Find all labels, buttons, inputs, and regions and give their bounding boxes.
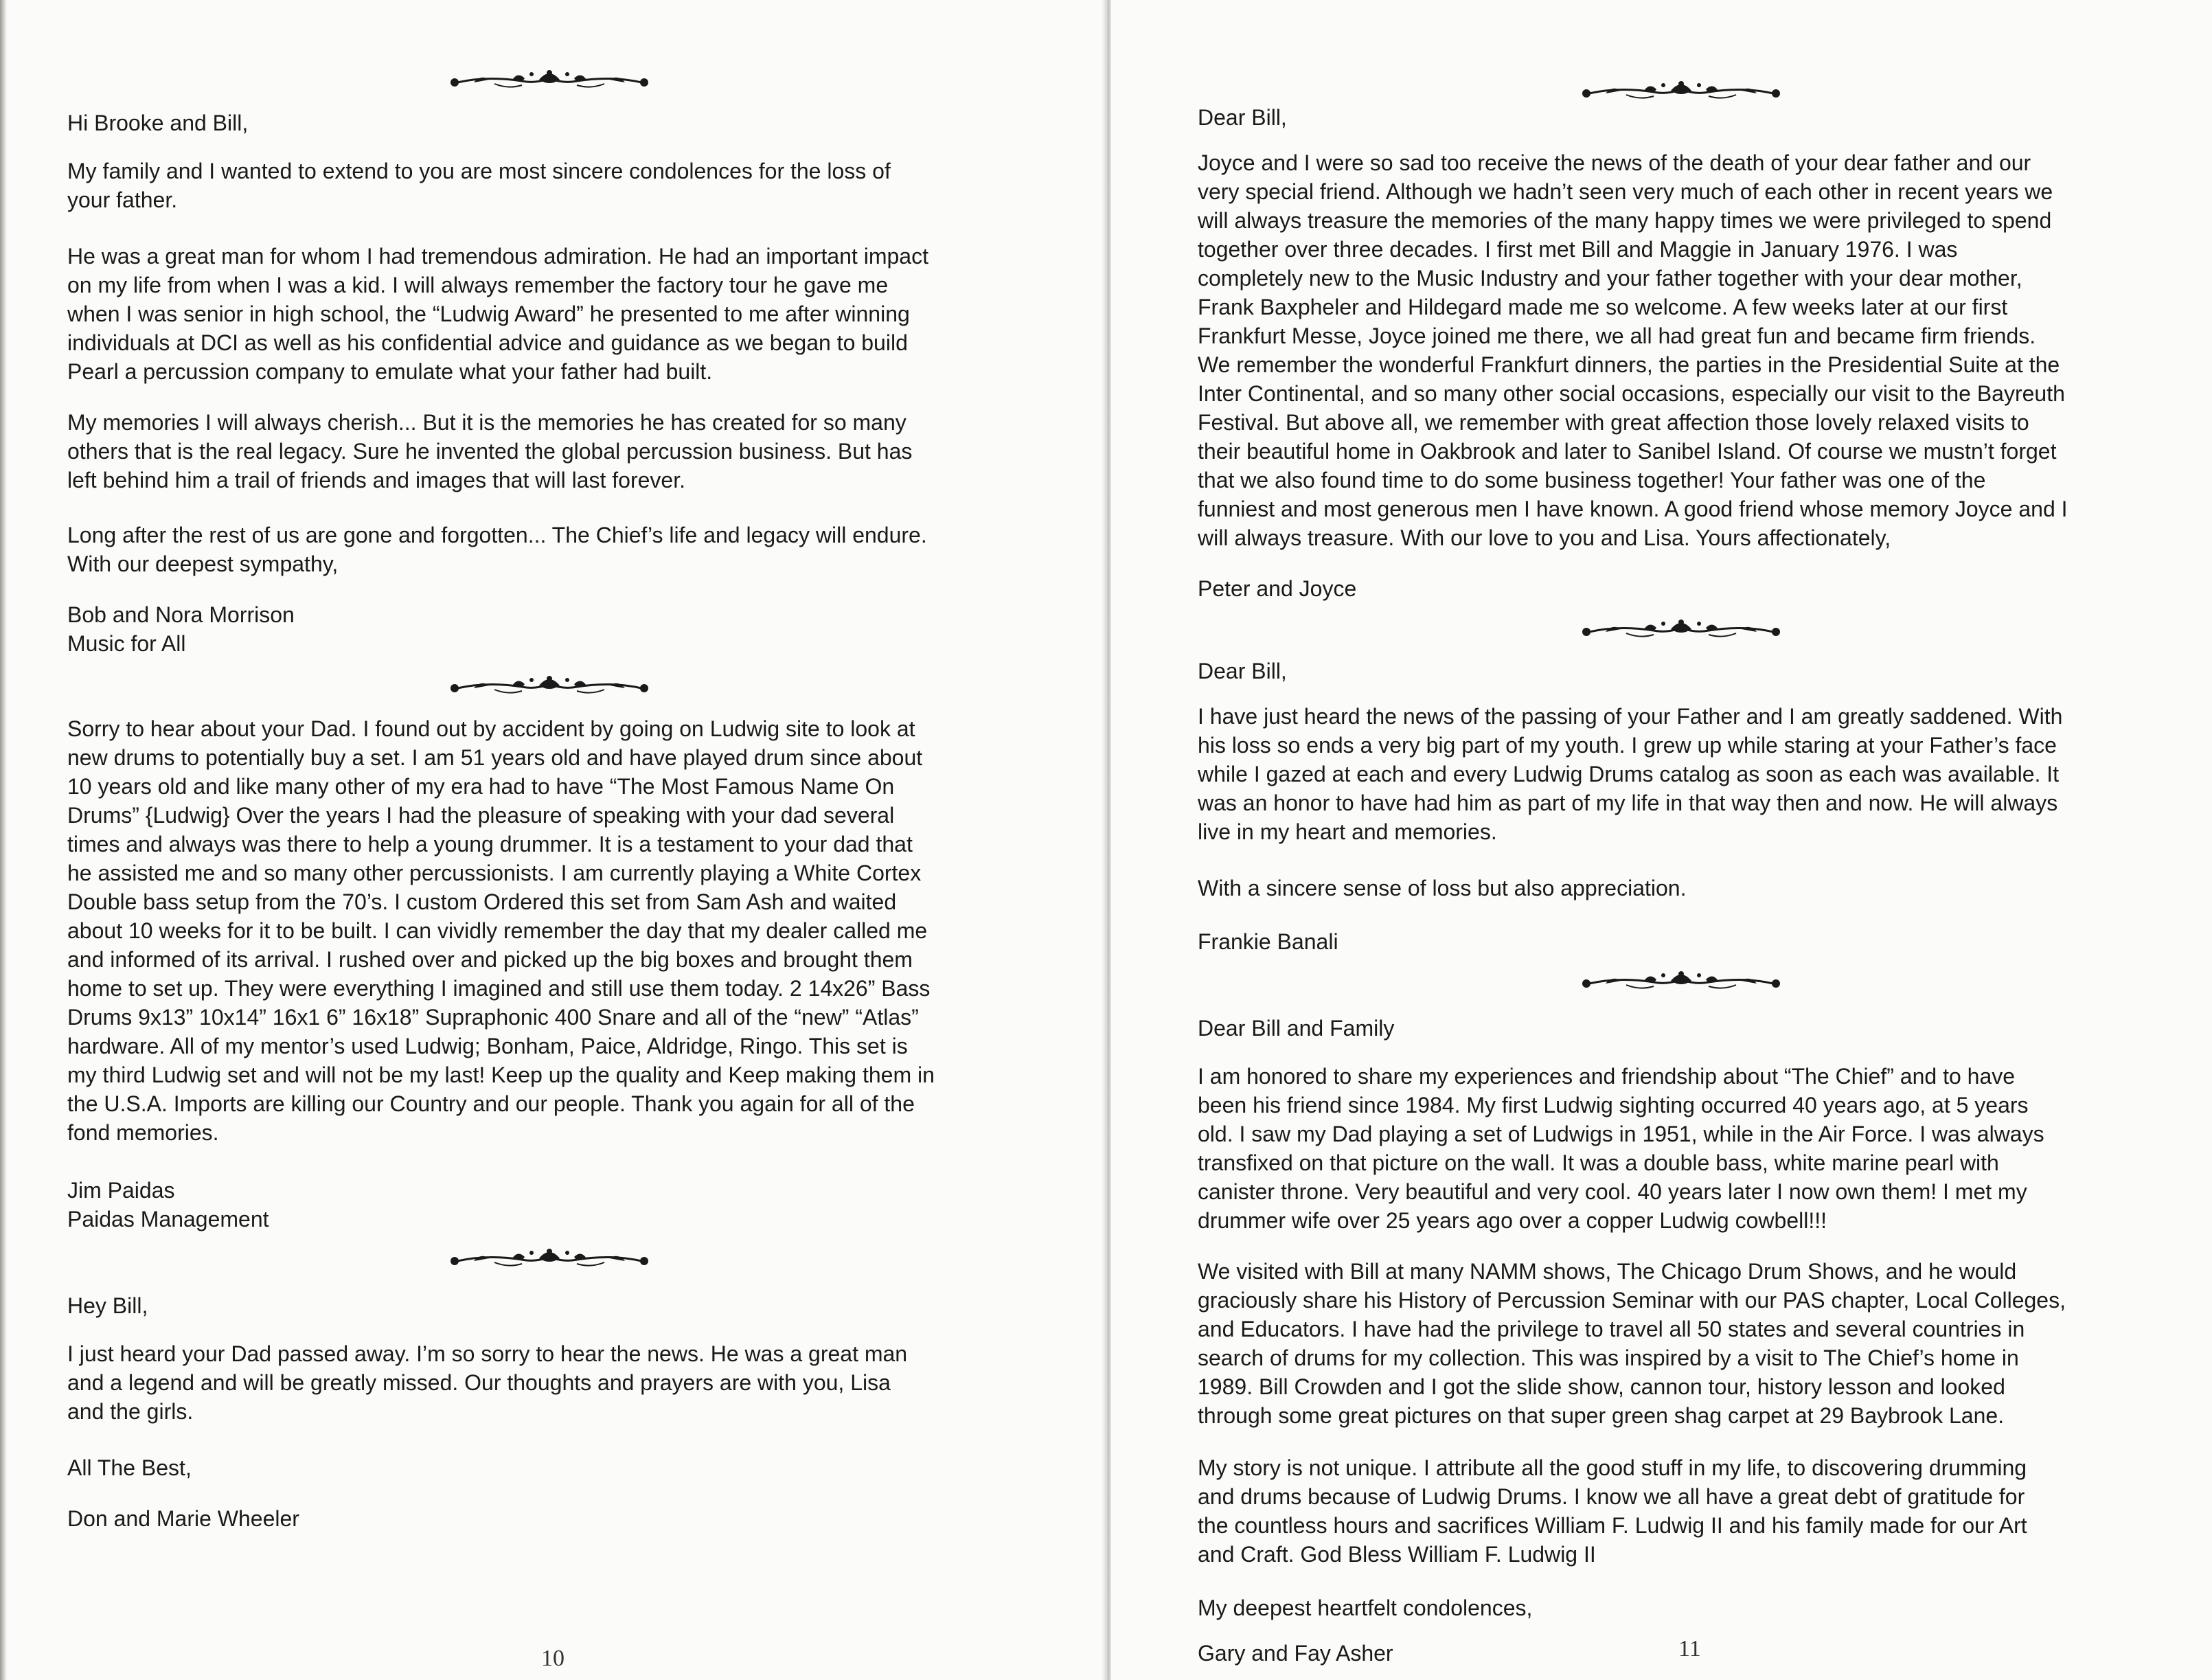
letter-paragraph: My memories I will always cherish... But it is the memories he has created for so many others that is the real legacy. Sure he invented the global percussion business. But has left behind him a trail of friends and images that will last forever. [67, 410, 913, 492]
letter-paragraph: All The Best, [67, 1455, 192, 1480]
letter-signature: Peter and Joyce [1198, 576, 1357, 601]
letter-signature: Jim Paidas Paidas Management [67, 1178, 269, 1231]
ornamental-divider-icon [446, 66, 652, 93]
letter-signature: Frankie Banali [1198, 929, 1338, 954]
letter-greeting: Dear Bill, [1198, 659, 1287, 683]
letter-paragraph: My deepest heartfelt condolences, [1198, 1596, 1533, 1620]
ornamental-divider-icon [1578, 77, 1784, 104]
page-number: 11 [1678, 1636, 1701, 1661]
right-page [1111, 0, 2212, 1680]
letter-greeting: Dear Bill and Family [1198, 1016, 1395, 1041]
letter-paragraph: Sorry to hear about your Dad. I found out by accident by going on Ludwig site to look at new drums to potentially buy a set. I am 51 years old and have played drum since about 10 years old and like many other of my era had to have “The Most Famous Name On Drums” {Ludwig} Over the years I had the pleasure of speaking with your dad several times and always was there to help a young drummer. It is a testament to your dad that he assisted me and so many other percussionists. I am currently playing a White Cortex Double bass setup from the 70’s. I custom Ordered this set from Sam Ash and waited about 10 weeks for it to be built. I can vividly remember the day that my dealer called me and informed of its arrival. I rushed over and picked up the big boxes and brought them home to set up. They were everything I imagined and still use them today. 2 14x26” Bass Drums 9x13” 10x14” 16x1 6” 16x18” Supraphonic 400 Snare and all of the “new” “Atlas” hardware. All of my mentor’s used Ludwig; Bonham, Paice, Aldridge, Ringo. This set is my third Ludwig set and will not be my last! Keep up the quality and Keep making them in the U.S.A. Imports are killing our Country and our people. Thank you again for all of the fond memories. [67, 716, 935, 1145]
letter-signature: Gary and Fay Asher [1198, 1641, 1393, 1666]
letter-paragraph: My family and I wanted to extend to you are most sincere condolences for the loss of your father. [67, 159, 891, 212]
letter-paragraph: I have just heard the news of the passing of your Father and I am greatly saddened. With his loss so ends a very big part of my youth. I grew up while staring at your Father’s face while I gazed at each and every Ludwig Drums catalog as soon as each was available. It was an honor to have had him as part of my life in that way then and now. He will always live in my heart and memories. [1198, 704, 2063, 844]
ornamental-divider-icon [446, 672, 652, 699]
letter-paragraph: I am honored to share my experiences and friendship about “The Chief” and to have been his friend since 1984. My first Ludwig sighting occurred 40 years ago, at 5 years old. I saw my Dad playing a set of Ludwigs in 1951, while in the Air Force. I was always transfixed on that picture on the wall. It was a double bass, white marine pearl with canister throne. Very beautiful and very cool. 40 years later I now own them! I met my drummer wife over 25 years ago over a copper Ludwig cowbell!!! [1198, 1064, 2044, 1233]
letter-paragraph: My story is not unique. I attribute all the good stuff in my life, to discovering drumming and drums because of Ludwig Drums. I know we all have a great debt of gratitude for the countless hours and sacrifices William F. Ludwig II and his family made for our Art and Craft. God Bless William F. Ludwig II [1198, 1455, 2027, 1567]
letter-paragraph: With a sincere sense of loss but also appreciation. [1198, 876, 1687, 900]
letter-paragraph: I just heard your Dad passed away. I’m so sorry to hear the news. He was a great man and a legend and will be greatly missed. Our thoughts and prayers are with you, Lisa and the girls. [67, 1341, 908, 1424]
letter-paragraph: Joyce and I were so sad too receive the news of the death of your dear father and our very special friend. Although we hadn’t seen very much of each other in recent years we will always treasure the memories of the many happy times we were privileged to spend together over three decades. I first met Bill and Maggie in January 1976. I was completely new to the Music Industry and your father together with your dear mother, Frank Baxpheler and Hildegard made me so welcome. A few weeks later at our first Frankfurt Messe, Joyce joined me there, we all had great fun and became firm friends. We remember the wonderful Frankfurt dinners, the parties in the Presidential Suite at the Inter Continental, and so many other social occasions, especially our visit to the Bayreuth Festival. But above all, we remember with great affection those lovely relaxed visits to their beautiful home in Oakbrook and later to Sanibel Island. Of course we mustn’t forget that we also found time to do some business together! Your father was one of the funniest and most generous men I have known. A good friend whose memory Joyce and I will always treasure. With our love to you and Lisa. Yours affectionately, [1198, 150, 2068, 550]
ornamental-divider-icon [1578, 615, 1784, 643]
ornamental-divider-icon [446, 1245, 652, 1272]
letter-greeting: Hey Bill, [67, 1293, 148, 1318]
letter-paragraph: Long after the rest of us are gone and forgotten... The Chief’s life and legacy will endure. With our deepest sympathy, [67, 523, 927, 576]
letter-paragraph: He was a great man for whom I had tremendous admiration. He had an important impact on my life from when I was a kid. I will always remember the factory tour he gave me when I was senior in high school, the “Ludwig Award” he presented to me after winning individuals at DCI as well as his confidential advice and guidance as we began to build Pearl a percussion company to emulate what your father had built. [67, 244, 928, 384]
letter-paragraph: We visited with Bill at many NAMM shows, The Chicago Drum Shows, and he would graciously share his History of Percussion Seminar with our PAS chapter, Local Colleges, and Educators. I have had the privilege to travel all 50 states and several countries in search of drums for my collection. This was inspired by a visit to The Chief’s home in 1989. Bill Crowden and I got the slide show, cannon tour, history lesson and looked through some great pictures on that super green shag carpet at 29 Baybrook Lane. [1198, 1259, 2066, 1428]
page-edge-shadow [0, 0, 7, 1680]
ornamental-divider-icon [1578, 967, 1784, 995]
letter-signature: Don and Marie Wheeler [67, 1506, 299, 1531]
letter-signature: Bob and Nora Morrison Music for All [67, 602, 295, 656]
page-number: 10 [541, 1646, 565, 1671]
letter-greeting: Hi Brooke and Bill, [67, 111, 249, 135]
letter-greeting: Dear Bill, [1198, 105, 1287, 130]
